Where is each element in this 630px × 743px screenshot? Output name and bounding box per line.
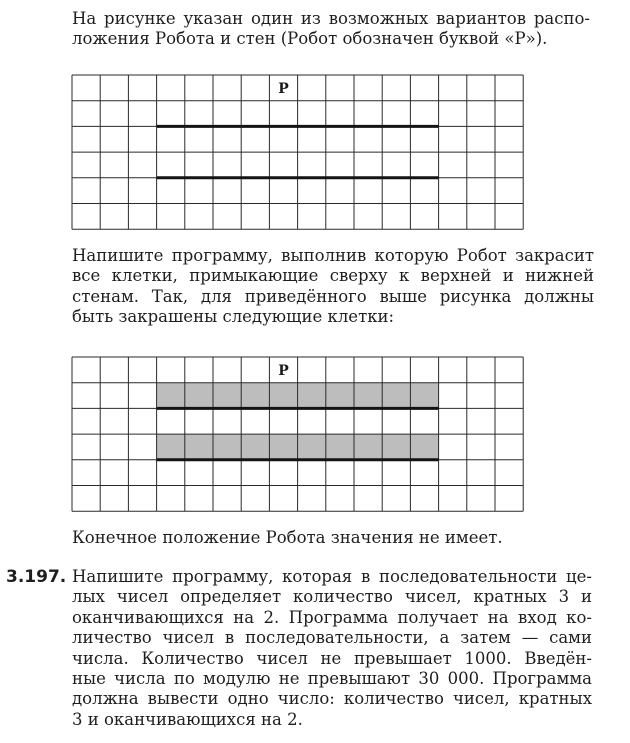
task-line: Напишите программу, выполнив которую Робот закрасит <box>72 246 594 265</box>
robot-marker: Р <box>278 362 289 379</box>
final-note <box>72 528 532 548</box>
task-line: стенам. Так, для приведённого выше рисунка должны <box>72 286 594 306</box>
problem-line: числа. Количество чисел не превышает 1000. Введён- <box>72 648 592 668</box>
problem-line: 3 и оканчивающихся на 2. <box>72 709 303 729</box>
problem-line: оканчивающихся на 2. Программа получает на вход ко- <box>72 607 592 627</box>
problem-line: Напишите программу, которая в последовательности це- <box>72 567 592 586</box>
task-line: все клетки, примыкающие сверху к верхней и нижней <box>72 266 594 286</box>
robot-field-result <box>0 355 630 585</box>
problem-line: лых чисел определяет количество чисел, кратных 3 и <box>72 587 592 607</box>
final-note-text: Конечное положение Робота значения не имеет. <box>72 528 503 547</box>
intro-line: На рисунке указан один из возможных вариантов распо- <box>72 9 590 28</box>
intro-paragraph <box>72 9 590 50</box>
intro-line: ложения Робота и стен (Робот обозначен буквой «Р»). <box>72 29 548 49</box>
problem-line: должна вывести одно число: количество чисел, кратных <box>72 689 592 709</box>
robot-marker: Р <box>278 80 289 97</box>
problem-number: 3.197. <box>6 567 67 587</box>
task-paragraph <box>72 246 594 328</box>
task-line: быть закрашены следующие клетки: <box>72 307 395 327</box>
problem-line: личество чисел в последовательности, а затем — сами <box>72 628 592 648</box>
problem-paragraph <box>72 567 592 730</box>
problem-line: ные числа по модулю не превышают 30 000. Программа <box>72 669 592 689</box>
